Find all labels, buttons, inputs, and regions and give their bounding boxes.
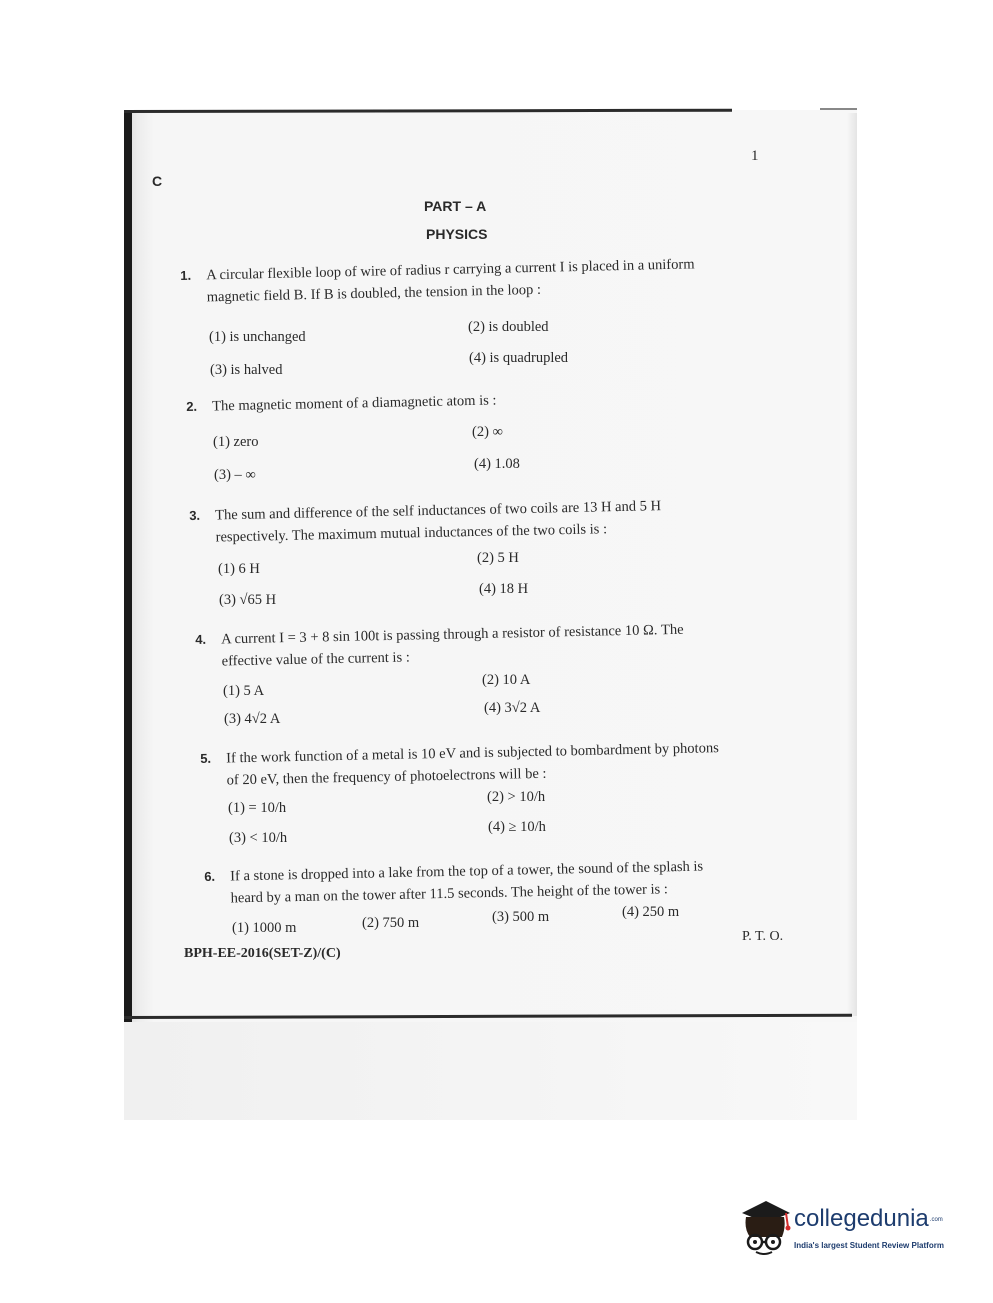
question-text: A circular flexible loop of wire of radius r carrying a current I is placed in a uniform <box>206 256 695 284</box>
option-3: (3) 4√2 A <box>224 711 281 727</box>
question-text-continued: effective value of the current is : <box>221 649 410 670</box>
question-text: The magnetic moment of a diamagnetic atom is : <box>212 392 497 415</box>
option-2: (2) > 10/h <box>487 789 546 805</box>
option-3: (3) is halved <box>210 362 283 378</box>
option-3: (3) < 10/h <box>229 830 288 846</box>
subject-heading: PHYSICS <box>426 226 488 242</box>
option-1: (1) = 10/h <box>228 800 287 816</box>
option-1: (1) zero <box>213 434 259 450</box>
option-2: (2) ∞ <box>472 424 503 440</box>
option-1: (1) 5 A <box>223 683 265 699</box>
option-4: (4) is quadrupled <box>469 350 569 366</box>
option-4: (4) 1.08 <box>474 456 520 472</box>
option-4: (4) 250 m <box>622 904 680 920</box>
option-1: (1) is unchanged <box>209 329 306 345</box>
question-text: A current I = 3 + 8 sin 100t is passing through a resistor of resistance 10 Ω. The <box>221 621 684 648</box>
paper-code: BPH-EE-2016(SET-Z)/(C) <box>184 946 341 961</box>
question-number: 3. <box>189 507 201 523</box>
brand-suffix: .com <box>929 1216 943 1223</box>
brand-tagline: India's largest Student Review Platform <box>794 1241 944 1250</box>
option-2: (2) 10 A <box>482 672 531 688</box>
collegedunia-logo <box>736 1195 961 1265</box>
scan-right-edge <box>847 113 857 1016</box>
question-text: The sum and difference of the self inductances of two coils are 13 H and 5 H <box>215 498 662 524</box>
option-2: (2) 750 m <box>362 915 420 931</box>
question-number: 5. <box>200 750 212 766</box>
scan-top-edge <box>124 109 732 113</box>
scan-top-edge-fragment <box>820 108 857 110</box>
option-4: (4) 3√2 A <box>484 700 541 716</box>
question-text: If the work function of a metal is 10 eV and is subjected to bombardment by photons <box>226 740 719 767</box>
pto-note: P. T. O. <box>742 929 784 944</box>
question-text-continued: respectively. The maximum mutual inductances of the two coils is : <box>215 521 608 546</box>
part-heading: PART – A <box>424 198 487 214</box>
question-number: 1. <box>180 267 192 283</box>
question-text-continued: of 20 eV, then the frequency of photoelectrons will be : <box>226 765 547 789</box>
mascot-icon <box>736 1195 794 1261</box>
option-1: (1) 6 H <box>218 561 260 577</box>
question-text: If a stone is dropped into a lake from the top of a tower, the sound of the splash is <box>230 858 704 885</box>
option-3: (3) 500 m <box>492 909 550 925</box>
option-4: (4) 18 H <box>479 581 529 597</box>
set-code: C <box>152 173 163 189</box>
page-number: 1 <box>751 148 759 164</box>
option-2: (2) 5 H <box>477 550 519 566</box>
question-text-continued: heard by a man on the tower after 11.5 seconds. The height of the tower is : <box>230 881 669 907</box>
option-3: (3) – ∞ <box>214 467 256 483</box>
option-2: (2) is doubled <box>468 319 549 335</box>
scan-bottom-area <box>124 1022 857 1120</box>
brand-name: collegedunia.com <box>794 1205 943 1232</box>
question-number: 6. <box>204 868 216 884</box>
option-4: (4) ≥ 10/h <box>488 819 546 835</box>
option-1: (1) 1000 m <box>232 920 297 936</box>
scan-left-edge <box>124 110 132 1120</box>
question-text-continued: magnetic field B. If B is doubled, the tension in the loop : <box>206 281 542 306</box>
question-number: 2. <box>186 398 198 414</box>
scan-bottom-edge <box>124 1014 852 1019</box>
question-number: 4. <box>195 631 207 647</box>
option-3: (3) √65 H <box>219 592 277 608</box>
